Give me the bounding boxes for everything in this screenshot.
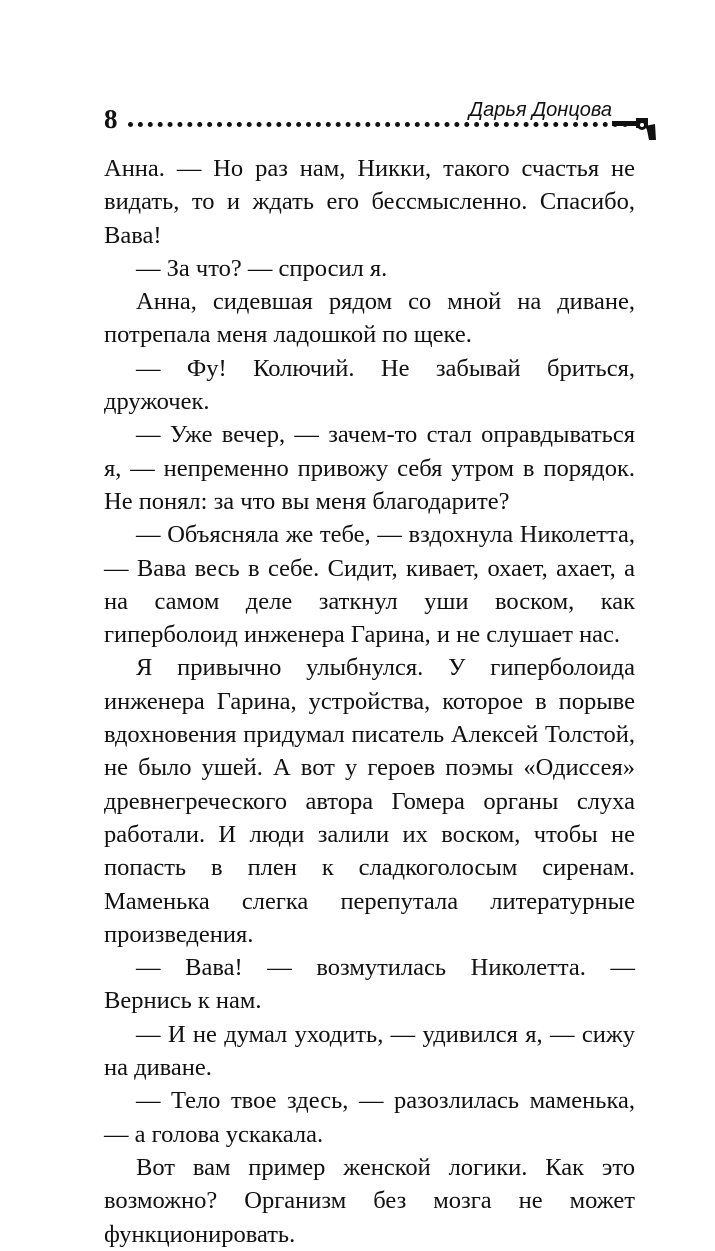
paragraph: — Тело твое здесь, — разозлилась маменька, — а голова ускакала. — [104, 1087, 635, 1148]
main-text — [104, 152, 635, 1251]
revolver-icon — [612, 116, 656, 142]
paragraph: Вот вам пример женской логики. Как это возможно? Организм без мозга не может функционировать. — [104, 1153, 635, 1248]
paragraph: Я привычно улыбнулся. У гиперболоида инженера Гарина, устройства, которое в порыве вдохновения придумал писатель Алексей Толстой, не было ушей. А вот у героев поэмы «Одиссея» древнегреческого автора Гомера органы слуха работали. И люди залили их воском, чтобы не попасть в плен к сладкоголосым сиренам. Маменька слегка перепутала литературные произведения. — [104, 654, 635, 948]
paragraph: — За что? — спросил я. — [136, 254, 388, 282]
paragraph: — Уже вечер, — зачем-то стал оправдываться я, — непременно привожу себя утром в порядок. Не понял: за что вы меня благодарите? — [104, 421, 635, 515]
paragraph: — Объясняла же тебе, — вздохнула Николетта, — Вава весь в себе. Сидит, кивает, охает, ахает, а на самом деле заткнул уши воском, как гиперболоид инженера Гарина, и не слушает нас. — [104, 521, 635, 649]
paragraph: — Вава! — возмутилась Николетта. — Вернись к нам. — [104, 954, 635, 1015]
paragraph: Анна. — Но раз нам, Никки, такого счастья не видать, то и ждать его бессмысленно. Спасибо, Вава! — [104, 155, 635, 249]
paragraph: — Фу! Колючий. Не забывай бриться, дружочек. — [104, 354, 635, 416]
paragraph: Анна, сидевшая рядом со мной на диване, потрепала меня ладошкой по щеке. — [104, 288, 635, 349]
paragraph: — И не думал уходить, — удивился я, — сижу на диване. — [104, 1020, 635, 1082]
running-header — [104, 98, 656, 142]
page-number: 8 — [104, 104, 118, 134]
dotted-leader — [128, 122, 628, 127]
running-head-author: Дарья Донцова — [469, 99, 612, 121]
